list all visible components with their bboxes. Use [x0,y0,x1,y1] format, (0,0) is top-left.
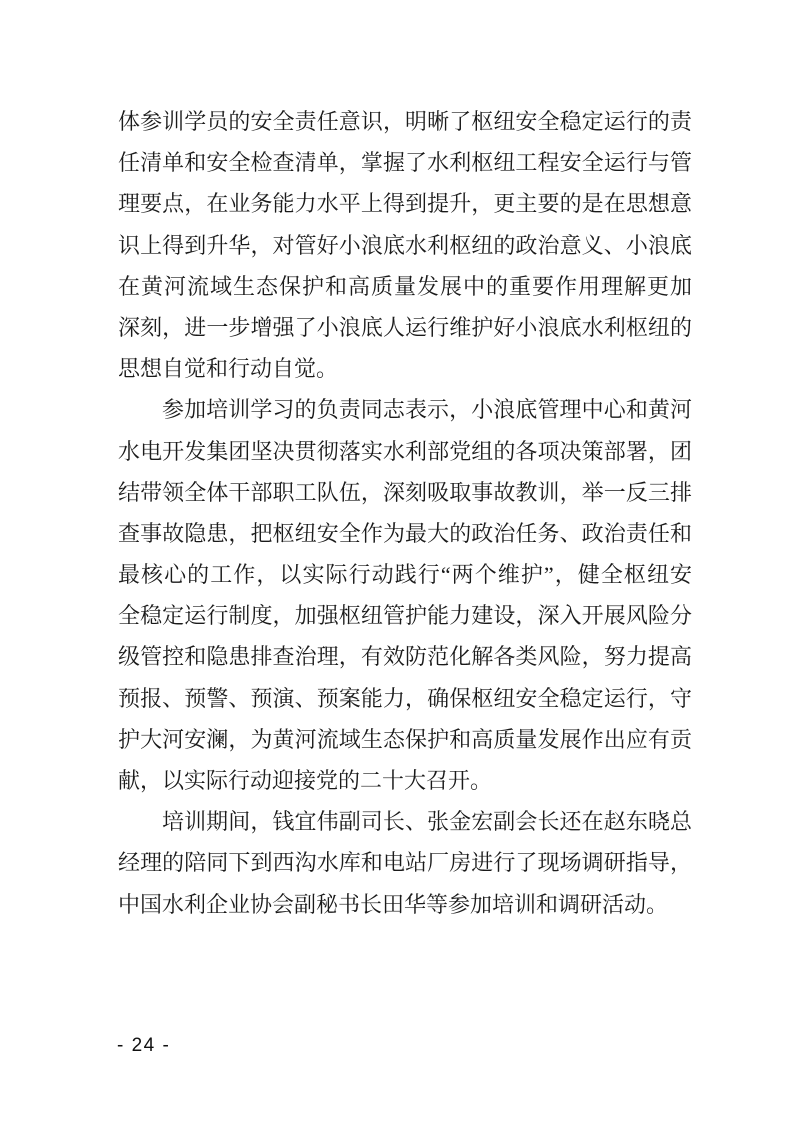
text-line: 培训期间，钱宜伟副司长、张金宏副会长还在赵东晓总 [162,809,692,835]
text-line: 中国水利企业协会副秘书长田华等参加培训和调研活动。 [118,891,669,917]
page-number: - 24 - [117,1035,171,1056]
text-line: 任清单和安全检查清单，掌握了水利枢纽工程安全运行与管 [118,150,692,176]
text-line: 理要点，在业务能力水平上得到提升，更主要的是在思想意 [118,191,692,217]
text-line: 全稳定运行制度，加强枢纽管护能力建设，深入开展风险分 [118,603,692,629]
text-line: 级管控和隐患排查治理，有效防范化解各类风险，努力提高 [118,644,692,670]
text-line: 查事故隐患，把枢纽安全作为最大的政治任务、政治责任和 [118,520,692,546]
text-line: 结带领全体干部职工队伍，深刻吸取事故教训，举一反三排 [118,479,692,505]
text-line: 参加培训学习的负责同志表示，小浪底管理中心和黄河 [162,397,692,423]
paragraph-3 [118,801,692,925]
document-body [118,101,692,925]
text-line: 经理的陪同下到西沟水库和电站厂房进行了现场调研指导， [118,850,692,876]
text-line: 在黄河流域生态保护和高质量发展中的重要作用理解更加 [118,273,692,299]
text-line: 深刻，进一步增强了小浪底人运行维护好小浪底水利枢纽的 [118,314,692,340]
text-line: 识上得到升华，对管好小浪底水利枢纽的政治意义、小浪底 [118,232,692,258]
text-line: 护大河安澜，为黄河流域生态保护和高质量发展作出应有贡 [118,726,692,752]
text-line: 水电开发集团坚决贯彻落实水利部党组的各项决策部署，团 [118,438,692,464]
text-line: 思想自觉和行动自觉。 [118,356,339,382]
text-line: 献，以实际行动迎接党的二十大召开。 [118,768,493,793]
text-line: 最核心的工作，以实际行动践行“两个维护”，健全枢纽安 [118,562,692,588]
text-line: 预报、预警、预演、预案能力，确保枢纽安全稳定运行，守 [118,685,692,711]
paragraph-1 [118,101,692,389]
paragraph-2 [118,389,692,801]
text-line: 体参训学员的安全责任意识，明晰了枢纽安全稳定运行的责 [118,109,692,134]
